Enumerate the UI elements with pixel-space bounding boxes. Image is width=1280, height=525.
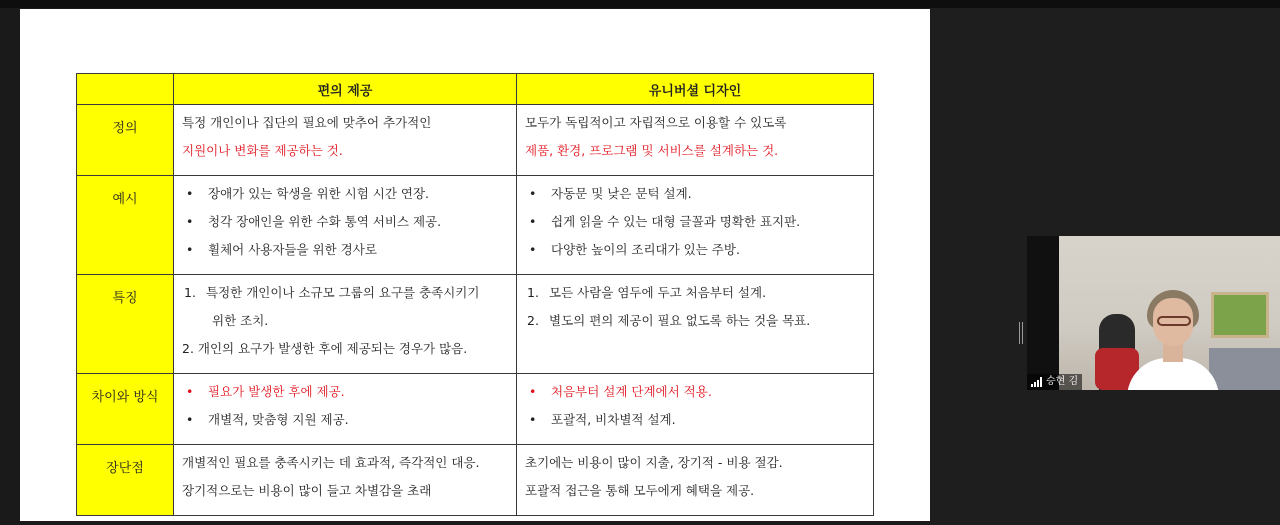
line-text: 필요가 발생한 후에 제공. (208, 384, 345, 399)
cell-accommodation (174, 105, 517, 176)
row-label: 정의 (77, 105, 174, 176)
number-marker: 1. (527, 285, 539, 300)
line-text: 특정 개인이나 집단의 필요에 맞추어 추가적인 (182, 115, 432, 130)
bullet-marker: • (529, 384, 537, 399)
bullet-marker: • (529, 412, 537, 427)
glasses (1157, 316, 1191, 326)
line-text: 위한 조치. (212, 313, 269, 328)
cell-accommodation (174, 445, 517, 516)
cell-line (525, 311, 865, 339)
bullet-marker: • (186, 242, 194, 257)
bookshelf (1209, 348, 1280, 390)
cell-line (182, 113, 508, 141)
line-text: 휠체어 사용자들을 위한 경사로 (208, 242, 377, 257)
line-text: 지원이나 변화를 제공하는 것. (182, 143, 343, 158)
cell-line (182, 283, 508, 311)
row-label: 특징 (77, 275, 174, 374)
line-text: 자동문 및 낮은 문턱 설계. (551, 186, 692, 201)
bullet-marker: • (529, 242, 537, 257)
bullet-marker: • (186, 186, 194, 201)
header-universal-design: 유니버셜 디자인 (517, 74, 874, 105)
cell-universal-design (517, 105, 874, 176)
cell-line (525, 141, 865, 169)
line-text: 포괄적 접근을 통해 모두에게 혜택을 제공. (525, 483, 755, 498)
cell-line (525, 283, 865, 311)
header-accommodation: 편의 제공 (174, 74, 517, 105)
participant-video-tile[interactable] (1027, 236, 1280, 390)
cell-line (182, 382, 508, 410)
cell-line (182, 240, 508, 268)
table-row (77, 275, 874, 374)
line-text: 다양한 높이의 조리대가 있는 주방. (551, 242, 740, 257)
cell-line (182, 410, 508, 438)
line-text: 청각 장애인을 위한 수화 통역 서비스 제공. (208, 214, 442, 229)
cell-accommodation (174, 176, 517, 275)
row-label: 예시 (77, 176, 174, 275)
cell-line (182, 311, 508, 339)
bullet-marker: • (186, 412, 194, 427)
cell-line (525, 481, 865, 509)
wall-picture (1211, 292, 1269, 338)
line-text: 별도의 편의 제공이 필요 없도록 하는 것을 목표. (549, 313, 811, 328)
cell-line (182, 141, 508, 169)
cell-line (525, 453, 865, 481)
participant-name-tag (1027, 374, 1082, 390)
line-text: 개별적인 필요를 충족시키는 데 효과적, 즉각적인 대응. (182, 455, 480, 470)
bullet-marker: • (529, 186, 537, 201)
line-text: 모든 사람을 염두에 두고 처음부터 설계. (549, 285, 767, 300)
cell-accommodation (174, 374, 517, 445)
cell-line (182, 184, 508, 212)
table-row (77, 374, 874, 445)
cell-line (182, 481, 508, 509)
row-label: 장단점 (77, 445, 174, 516)
signal-strength-icon (1031, 377, 1042, 387)
shared-slide (20, 9, 930, 521)
bullet-marker: • (186, 384, 194, 399)
cell-line (525, 382, 865, 410)
line-text: 장기적으로는 비용이 많이 들고 차별감을 초래 (182, 483, 432, 498)
line-text: 쉽게 읽을 수 있는 대형 글꼴과 명확한 표지판. (551, 214, 801, 229)
line-text: 장애가 있는 학생을 위한 시험 시간 연장. (208, 186, 430, 201)
line-text: 개별적, 맞춤형 지원 제공. (208, 412, 349, 427)
line-text: 제품, 환경, 프로그램 및 서비스를 설계하는 것. (525, 143, 779, 158)
cell-line (525, 410, 865, 438)
line-text: 2. 개인의 요구가 발생한 후에 제공되는 경우가 많음. (182, 341, 468, 356)
line-text: 특정한 개인이나 소규모 그룹의 요구를 충족시키기 (206, 285, 480, 300)
bullet-marker: • (529, 214, 537, 229)
top-bar (0, 0, 1280, 8)
participant-name: 승현 김 (1046, 376, 1079, 387)
row-label: 차이와 방식 (77, 374, 174, 445)
person-body (1127, 358, 1219, 390)
table-row (77, 445, 874, 516)
cell-line (525, 184, 865, 212)
cell-line (182, 212, 508, 240)
cell-accommodation (174, 275, 517, 374)
cell-universal-design (517, 176, 874, 275)
table-header-row (77, 74, 874, 105)
cell-universal-design (517, 445, 874, 516)
cell-line (182, 339, 508, 367)
panel-resize-handle[interactable] (1019, 322, 1023, 344)
header-corner (77, 74, 174, 105)
bullet-marker: • (186, 214, 194, 229)
cell-line (525, 212, 865, 240)
cell-line (525, 113, 865, 141)
number-marker: 1. (184, 285, 196, 300)
cell-line (525, 240, 865, 268)
cell-universal-design (517, 275, 874, 374)
cell-line (182, 453, 508, 481)
cell-universal-design (517, 374, 874, 445)
comparison-table (76, 73, 874, 516)
participant-video (1059, 236, 1280, 390)
line-text: 초기에는 비용이 많이 지출, 장기적 - 비용 절감. (525, 455, 783, 470)
table-row (77, 176, 874, 275)
line-text: 모두가 독립적이고 자립적으로 이용할 수 있도록 (525, 115, 787, 130)
table-row (77, 105, 874, 176)
number-marker: 2. (527, 313, 539, 328)
line-text: 처음부터 설계 단계에서 적용. (551, 384, 712, 399)
line-text: 포괄적, 비차별적 설계. (551, 412, 676, 427)
